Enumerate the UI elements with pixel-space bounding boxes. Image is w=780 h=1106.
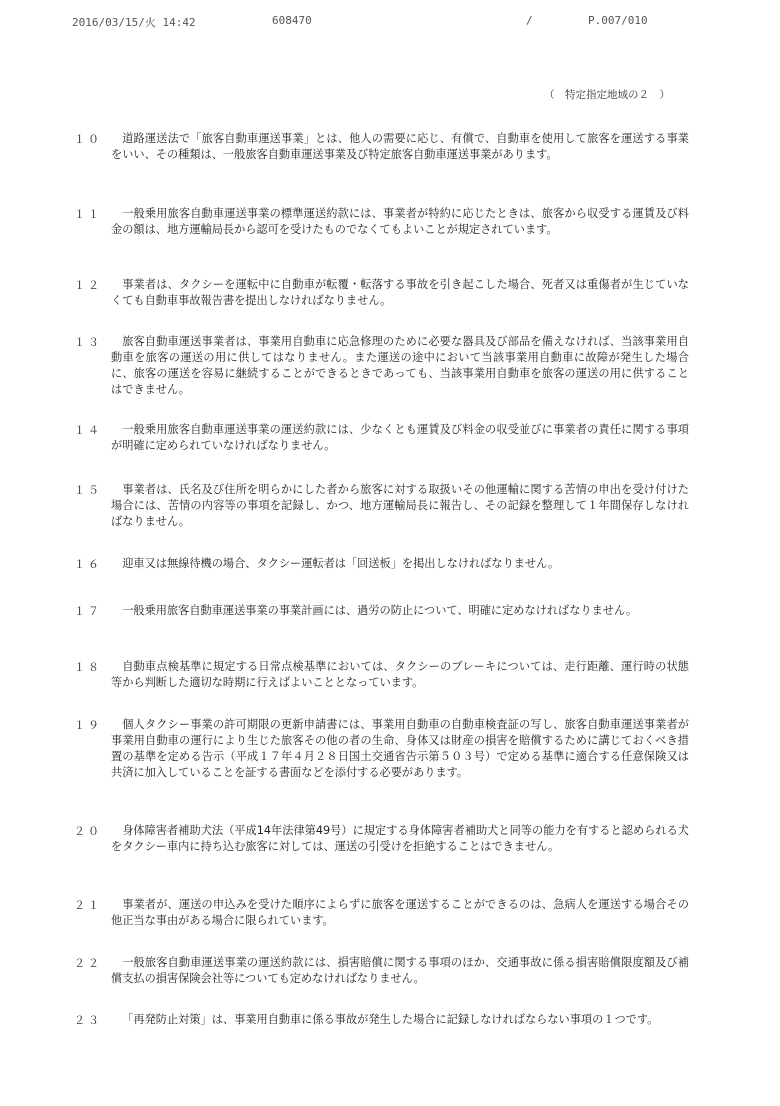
question-number: １６ (74, 558, 102, 571)
question-text: 事業者は、タクシーを運転中に自動車が転覆・転落する事故を引き起こした場合、死者又は重傷者が生じていなくても自動車事故報告書を提出しなければなりません。 (111, 278, 689, 307)
question-text: 迎車又は無線待機の場合、タクシー運転者は「回送板」を掲出しなければなりません。 (122, 557, 560, 570)
question-text: 一般乗用旅客自動車運送事業の標準運送約款には、事業者が特約に応じたときは、旅客から収受する運賃及び料金の額は、地方運輸局長から認可を受けたものでなくてもよいことが規定されています。 (111, 207, 689, 236)
question-number: １２ (74, 279, 102, 292)
question-number: １５ (74, 484, 102, 497)
fax-mark: / (526, 14, 533, 27)
question-number: １４ (74, 424, 102, 437)
question-text: 事業者は、氏名及び住所を明らかにした者から旅客に対する取扱いその他運輸に関する苦情の申出を受け付けた場合には、苦情の内容等の事項を記録し、かつ、地方運輸局長に報告し、その記録を整理して１年間保存しなければなりません。 (111, 483, 689, 528)
question-number: １３ (74, 336, 102, 349)
question-number: ２２ (74, 957, 102, 970)
question-number: １１ (74, 208, 102, 221)
question-number: ２１ (74, 899, 102, 912)
question-text: 身体障害者補助犬法（平成14年法律第49号）に規定する身体障害者補助犬と同等の能力を有すると認められる犬をタクシー車内に持ち込む旅客に対しては、運送の引受けを拒絶することはできません。 (111, 824, 689, 853)
question-text: 一般乗用旅客自動車運送事業の事業計画には、過労の防止について、明確に定めなければなりません。 (122, 604, 638, 617)
question-number: １９ (74, 719, 102, 732)
region-label: （ 特定指定地域の２ ） (544, 89, 670, 101)
question-text: 「再発防止対策」は、事業用自動車に係る事故が発生した場合に記録しなければならない事項の１つです。 (122, 1013, 659, 1026)
question-text: 事業者が、運送の申込みを受けた順序によらずに旅客を運送することができるのは、急病人を運送する場合その他正当な事由がある場合に限られています。 (111, 898, 689, 927)
question-number: １７ (74, 605, 102, 618)
question-number: ２０ (74, 825, 102, 838)
question-text: 自動車点検基準に規定する日常点検基準においては、タクシーのブレーキについては、走行距離、運行時の状態等から判断した適切な時期に行えばよいこととなっています。 (111, 660, 689, 689)
fax-datetime: 2016/03/15/火 14:42 (72, 16, 196, 29)
fax-page-number: P.007/010 (588, 14, 648, 27)
question-text: 一般旅客自動車運送事業の運送約款には、損害賠償に関する事項のほか、交通事故に係る損害賠償限度額及び補償支払の損害保険会社等についても定めなければなりません。 (111, 956, 689, 985)
question-text: 個人タクシー事業の許可期限の更新申請書には、事業用自動車の自動車検査証の写し、旅客自動車運送事業者が事業用自動車の運行により生じた旅客その他の者の生命、身体又は財産の損害を賠償するために講じておくべき措置の基準を定める告示（平成１７年４月２８日国土交通省告示第５０３号）で定める基準に適合する任意保険又は共済に加入していることを証する書面などを添付する必要があります。 (111, 718, 689, 779)
question-number: １８ (74, 661, 102, 674)
fax-id: 608470 (272, 14, 312, 27)
question-number: ２３ (74, 1014, 102, 1027)
question-text: 道路運送法で「旅客自動車運送事業」とは、他人の需要に応じ、有償で、自動車を使用して旅客を運送する事業をいい、その種類は、一般旅客自動車運送事業及び特定旅客自動車運送事業があります。 (111, 132, 689, 161)
question-text: 一般乗用旅客自動車運送事業の運送約款には、少なくとも運賃及び料金の収受並びに事業者の責任に関する事項が明確に定められていなければなりません。 (111, 423, 689, 452)
question-number: １０ (74, 133, 102, 146)
question-text: 旅客自動車運送事業者は、事業用自動車に応急修理のために必要な器具及び部品を備えなければ、当該事業用自動車を旅客の運送の用に供してはなりません。また運送の途中において当該事業用自動車に故障が発生した場合に、旅客の運送を容易に継続することができるときであっても、当該事業用自動車を旅客の運送の用に供することはできません。 (111, 335, 689, 396)
